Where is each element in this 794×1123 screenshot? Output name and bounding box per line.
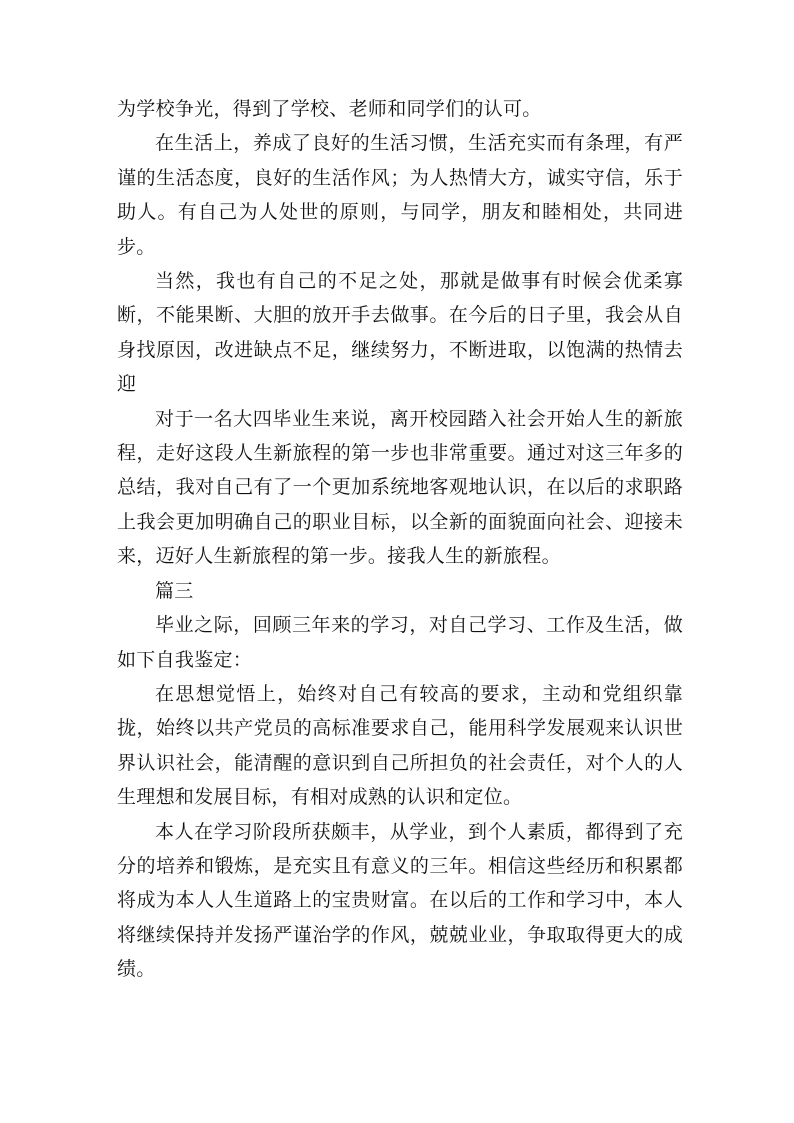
- paragraph-graduation-summary: 对于一名大四毕业生来说，离开校园踏入社会开始人生的新旅程，走好这段人生新旅程的第一步也非常重要。通过对这三年多的总结，我对自己有了一个更加系统地客观地认识，在以后的求职路上我会更加明确自己的职业目标，以全新的面貌面向社会、迎接未来，迈好人生新旅程的第一步。接我人生的新旅程。: [117, 407, 683, 568]
- paragraph-shortcomings: 当然，我也有自己的不足之处，那就是做事有时候会优柔寡断，不能果断、大胆的放开手去做事。在今后的日子里，我会从自身找原因，改进缺点不足，继续努力，不断进取，以饱满的热情去迎: [117, 270, 683, 396]
- section-heading: 篇三: [155, 579, 194, 602]
- document-body: [117, 92, 683, 987]
- paragraph-continuation: 为学校争光，得到了学校、老师和同学们的认可。: [117, 98, 542, 120]
- paragraph-intro: 毕业之际，回顾三年来的学习，对自己学习、工作及生活，做如下自我鉴定：: [117, 614, 683, 671]
- paragraph-ideology: 在思想觉悟上，始终对自己有较高的要求，主动和党组织靠拢，始终以共产党员的高标准要求自己，能用科学发展观来认识世界认识社会，能清醒的意识到自己所担负的社会责任，对个人的人生理想和发展目标，有相对成熟的认识和定位。: [117, 682, 683, 809]
- paragraph-life: 在生活上，养成了良好的生活习惯，生活充实而有条理，有严谨的生活态度，良好的生活作风；为人热情大方，诚实守信，乐于助人。有自己为人处世的原则，与同学，朋友和睦相处，共同进步。: [117, 132, 683, 258]
- paragraph-study: 本人在学习阶段所获颇丰，从学业，到个人素质，都得到了充分的培养和锻炼，是充实且有意义的三年。相信这些经历和积累都将成为本人人生道路上的宝贵财富。在以后的工作和学习中，本人将继续保持并发扬严谨治学的作风，兢兢业业，争取取得更大的成绩。: [117, 820, 683, 981]
